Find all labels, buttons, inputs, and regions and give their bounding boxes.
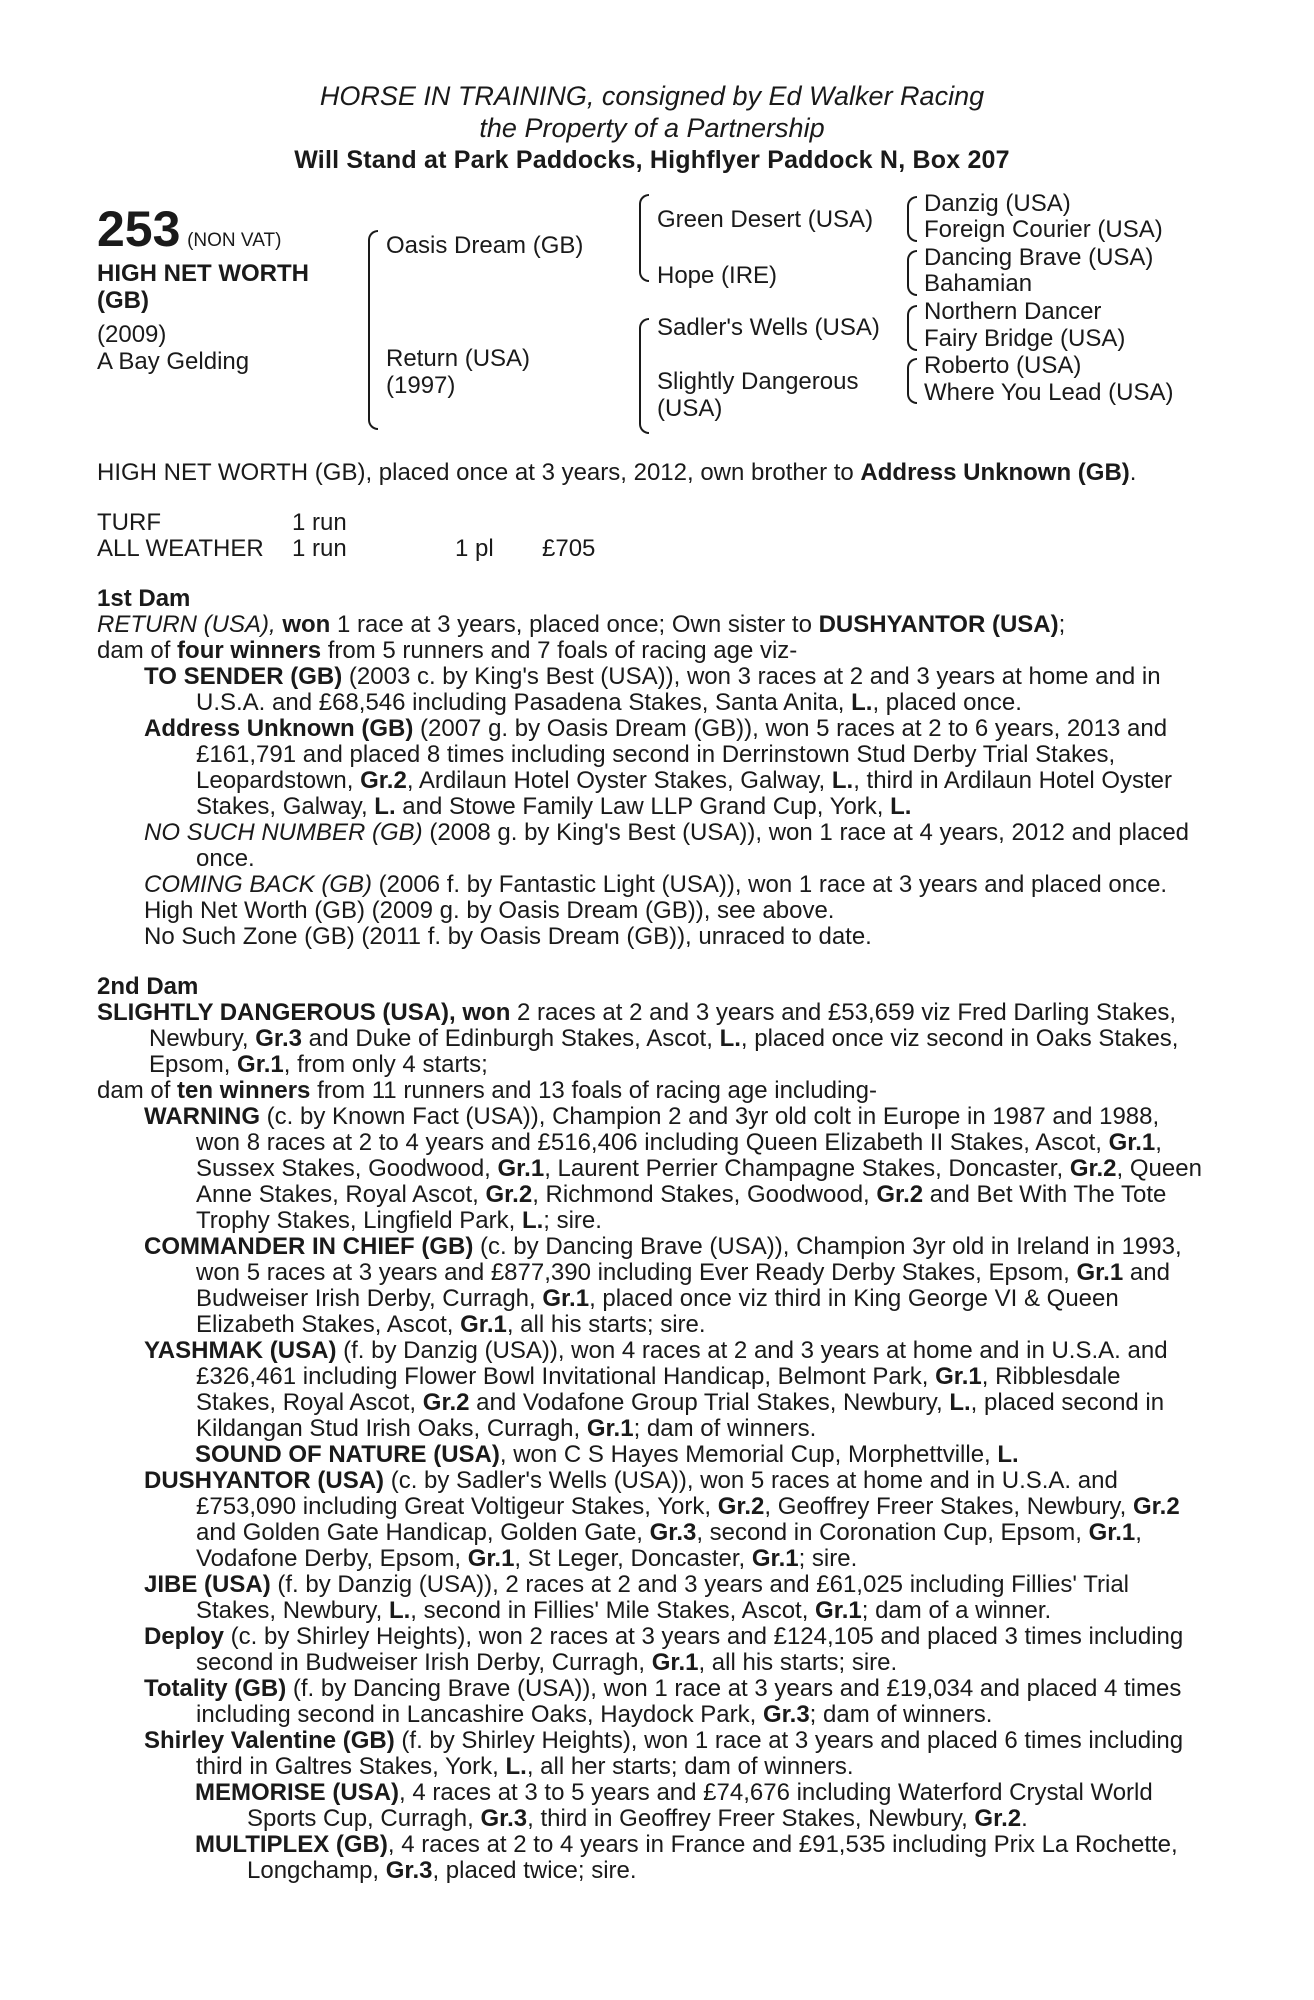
record-row-aw bbox=[97, 536, 595, 562]
brace-g3-3 bbox=[907, 305, 917, 351]
sire-sire-sire: Danzig (USA) bbox=[924, 190, 1071, 217]
lot-number: 253 bbox=[97, 201, 181, 257]
aw-prize: £705 bbox=[542, 535, 596, 562]
dam: Return (USA) bbox=[386, 345, 531, 372]
aw-label: ALL WEATHER bbox=[97, 535, 264, 562]
brother-name: Address Unknown (GB) bbox=[860, 459, 1130, 486]
turf-runs: 1 run bbox=[292, 509, 347, 536]
produce-multiplex: MULTIPLEX (GB), 4 races at 2 to 4 years in France and £91,535 including Prix La Rochette, Longchamp, Gr.3, placed twice; sire. bbox=[195, 1831, 1178, 1884]
horse-name bbox=[97, 260, 357, 314]
sire-dam-dam: Bahamian bbox=[924, 270, 1033, 297]
summary-paragraph: HIGH NET WORTH (GB), placed once at 3 years, 2012, own brother to Address Unknown (GB). bbox=[97, 459, 1137, 486]
produce-no-such-zone: No Such Zone (GB) (2011 f. by Oasis Dream (GB)), unraced to date. bbox=[144, 923, 872, 950]
first-dam-intro: RETURN (USA), won 1 race at 3 years, placed once; Own sister to DUSHYANTOR (USA); bbox=[97, 611, 1066, 638]
dam-dam-sire: Roberto (USA) bbox=[924, 352, 1082, 379]
produce-shirley-valentine: Shirley Valentine (GB) (f. by Shirley Heights), won 1 race at 3 years and placed 6 times including third in Galtres Stakes, York, L., all her starts; dam of winners. bbox=[144, 1727, 1184, 1780]
horse-description: A Bay Gelding bbox=[97, 348, 250, 375]
sire-dam: Hope (IRE) bbox=[657, 262, 778, 289]
horse-name-line2: (GB) bbox=[97, 287, 149, 314]
second-dam-intro: SLIGHTLY DANGEROUS (USA), won 2 races at 2 and 3 years and £53,659 viz Fred Darling Stakes, Newbury, Gr.3 and Duke of Edinburgh Stakes, Ascot, L., placed once viz second in Oaks Stakes, Epsom, Gr.1, from only 4 starts; bbox=[97, 999, 1179, 1078]
dam-dam-dam: Where You Lead (USA) bbox=[924, 379, 1174, 406]
first-dam-produce-summary: dam of four winners from 5 runners and 7 foals of racing age viz- bbox=[97, 637, 798, 664]
produce-deploy: Deploy (c. by Shirley Heights), won 2 races at 3 years and £124,105 and placed 3 times including second in Budweiser Irish Derby, Curragh, Gr.1, all his starts; sire. bbox=[144, 1623, 1184, 1676]
horse-name-line1: HIGH NET WORTH bbox=[97, 260, 309, 287]
produce-totality: Totality (GB) (f. by Dancing Brave (USA)), won 1 race at 3 years and £19,034 and placed 4 times including second in Lancashire Oaks, Haydock Park, Gr.3; dam of winners. bbox=[144, 1675, 1182, 1728]
lot-heading bbox=[97, 201, 282, 257]
produce-commander-in-chief: COMMANDER IN CHIEF (GB) (c. by Dancing Brave (USA)), Champion 3yr old in Ireland in 1993, won 5 races at 3 years and £877,390 including Ever Ready Derby Stakes, Epsom, Gr.1 and Budweiser Irish Derby, Curragh, Gr.1, placed once viz third in King George VI & Queen Elizabeth Stakes, Ascot, Gr.1, all his starts; sire. bbox=[144, 1233, 1182, 1338]
dam-sire-sire: Northern Dancer bbox=[924, 298, 1102, 325]
produce-coming-back: COMING BACK (GB) (2006 f. by Fantastic Light (USA)), won 1 race at 3 years and placed once. bbox=[144, 871, 1168, 898]
brace-gen1 bbox=[368, 230, 378, 430]
race-record-table bbox=[97, 510, 595, 562]
dam-dam-line2: (USA) bbox=[657, 395, 723, 422]
aw-runs: 1 run bbox=[292, 535, 347, 562]
produce-yashmak: YASHMAK (USA) (f. by Danzig (USA)), won 4 races at 2 and 3 years at home and in U.S.A. and £326,461 including Flower Bowl Invitational Handicap, Belmont Park, Gr.1, Ribblesdale Stakes, Royal Ascot, Gr.2 and Vodafone Group Trial Stakes, Newbury, L., placed second in Kildangan Stud Irish Oaks, Curragh, Gr.1; dam of winners. bbox=[144, 1337, 1168, 1442]
sire-sire-dam: Foreign Courier (USA) bbox=[924, 216, 1163, 243]
produce-high-net-worth: High Net Worth (GB) (2009 g. by Oasis Dream (GB)), see above. bbox=[144, 897, 835, 924]
brace-g3-1 bbox=[907, 196, 917, 242]
dam-sire: Sadler's Wells (USA) bbox=[657, 314, 880, 341]
sire: Oasis Dream (GB) bbox=[386, 232, 584, 259]
aw-placed: 1 pl bbox=[455, 535, 494, 562]
brace-g3-2 bbox=[907, 250, 917, 296]
produce-sound-of-nature: SOUND OF NATURE (USA), won C S Hayes Memorial Cup, Morphettville, L. bbox=[195, 1441, 1019, 1468]
stand-location-line: Will Stand at Park Paddocks, Highflyer Paddock N, Box 207 bbox=[294, 146, 1010, 174]
produce-memorise: MEMORISE (USA), 4 races at 3 to 5 years and £74,676 including Waterford Crystal World Sports Cup, Curragh, Gr.3, third in Geoffrey Freer Stakes, Newbury, Gr.2. bbox=[195, 1779, 1153, 1832]
produce-no-such-number: NO SUCH NUMBER (GB) (2008 g. by King's Best (USA)), won 1 race at 4 years, 2012 and placed once. bbox=[144, 819, 1190, 872]
consignor-line: HORSE IN TRAINING, consigned by Ed Walker Racing bbox=[319, 81, 985, 111]
sire-sire: Green Desert (USA) bbox=[657, 206, 874, 233]
first-dam-heading: 1st Dam bbox=[97, 585, 191, 612]
brace-sire-line bbox=[639, 194, 649, 282]
catalogue-page bbox=[97, 80, 1207, 1884]
foaling-year: (2009) bbox=[97, 321, 167, 348]
produce-address-unknown: Address Unknown (GB) (2007 g. by Oasis Dream (GB)), won 5 races at 2 to 6 years, 2013 and £161,791 and placed 8 times including second in Derrinstown Stud Derby Trial Stakes, Leopardstown, Gr.2, Ardilaun Hotel Oyster Stakes, Galway, L., third in Ardilaun Hotel Oyster Stakes, Galway, L. and Stowe Family Law LLP Grand Cup, York, L. bbox=[144, 715, 1173, 820]
second-dam-produce-summary: dam of ten winners from 11 runners and 13 foals of racing age including- bbox=[97, 1077, 877, 1104]
dam-sire-dam: Fairy Bridge (USA) bbox=[924, 325, 1126, 352]
pedigree-block bbox=[97, 190, 1207, 460]
property-line: the Property of a Partnership bbox=[479, 113, 825, 143]
produce-warning: WARNING (c. by Known Fact (USA)), Champion 2 and 3yr old colt in Europe in 1987 and 1988, won 8 races at 2 to 4 years and £516,406 including Queen Elizabeth II Stakes, Ascot, Gr.1, Sussex Stakes, Goodwood, Gr.1, Laurent Perrier Champagne Stakes, Doncaster, Gr.2, Queen Anne Stakes, Royal Ascot, Gr.2, Richmond Stakes, Goodwood, Gr.2 and Bet With The Tote Trophy Stakes, Lingfield Park, L.; sire. bbox=[144, 1103, 1202, 1234]
record-row-turf bbox=[97, 510, 595, 536]
brace-dam-line bbox=[639, 318, 649, 434]
dam-dam bbox=[657, 368, 858, 422]
dam-dam-line1: Slightly Dangerous bbox=[657, 368, 859, 395]
second-dam-heading: 2nd Dam bbox=[97, 973, 199, 1000]
turf-label: TURF bbox=[97, 509, 161, 536]
vat-status: (NON VAT) bbox=[187, 230, 282, 251]
produce-dushyantor: DUSHYANTOR (USA) (c. by Sadler's Wells (USA)), won 5 races at home and in U.S.A. and £753,090 including Great Voltigeur Stakes, York, Gr.2, Geoffrey Freer Stakes, Newbury, Gr.2 and Golden Gate Handicap, Golden Gate, Gr.3, second in Coronation Cup, Epsom, Gr.1, Vodafone Derby, Epsom, Gr.1, St Leger, Doncaster, Gr.1; sire. bbox=[144, 1467, 1180, 1572]
dam-year: (1997) bbox=[386, 372, 456, 399]
brace-g3-4 bbox=[907, 358, 917, 404]
sire-dam-sire: Dancing Brave (USA) bbox=[924, 244, 1154, 271]
produce-to-sender: TO SENDER (GB) (2003 c. by King's Best (USA)), won 3 races at 2 and 3 years at home and in U.S.A. and £68,546 including Pasadena Stakes, Santa Anita, L., placed once. bbox=[144, 663, 1161, 716]
produce-jibe: JIBE (USA) (f. by Danzig (USA)), 2 races at 2 and 3 years and £61,025 including Fillies' Trial Stakes, Newbury, L., second in Fillies' Mile Stakes, Ascot, Gr.1; dam of a winner. bbox=[144, 1571, 1130, 1624]
